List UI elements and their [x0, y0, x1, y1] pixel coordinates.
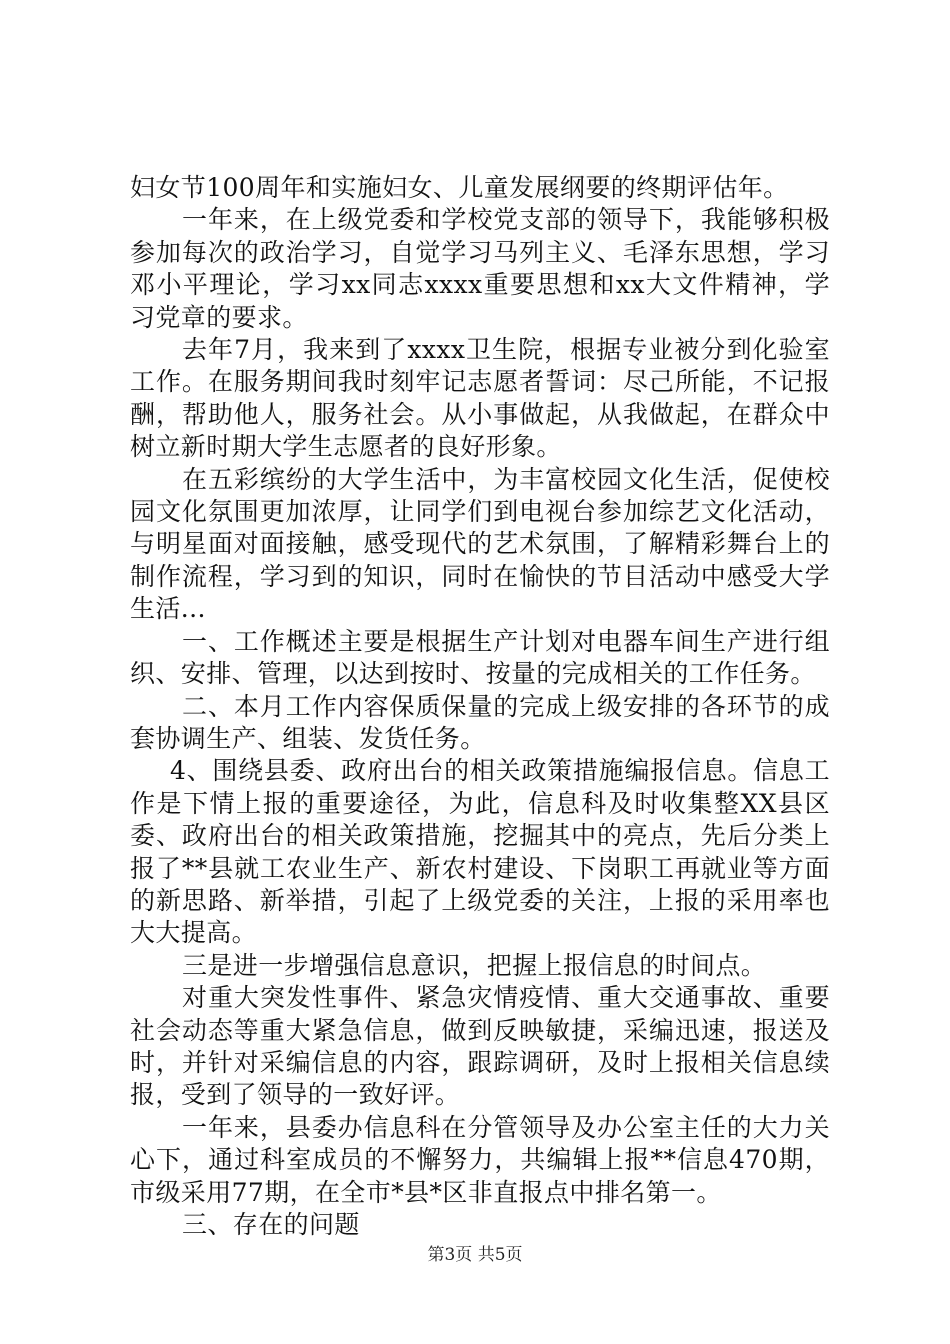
document-body: [130, 172, 830, 1241]
paragraph-monthly-work: 二、本月工作内容保质保量的完成上级安排的各环节的成套协调生产、组装、发货任务。: [130, 691, 830, 753]
paragraph-health-center: 去年7月，我来到了xxxx卫生院，根据专业被分到化验室工作。在服务期间我时刻牢记志愿者誓词：尽己所能，不记报酬，帮助他人，服务社会。从小事做起，从我做起，在群众中树立新时期大学生志愿者的良好形象。: [130, 335, 830, 462]
paragraph-emergency-info: 对重大突发性事件、紧急灾情疫情、重大交通事故、重要社会动态等重大紧急信息，做到反映敏捷，采编迅速，报送及时，并针对采编信息的内容，跟踪调研，及时上报相关信息续报，受到了领导的一致好评。: [130, 983, 830, 1110]
paragraph-continuation: 妇女节100周年和实施妇女、儿童发展纲要的终期评估年。: [130, 173, 789, 202]
page-number-footer: 第3页 共5页: [427, 1245, 523, 1265]
paragraph-campus-life: 在五彩缤纷的大学生活中，为丰富校园文化生活，促使校园文化氛围更加浓厚，让同学们到电视台参加综艺文化活动，与明星面对面接触，感受现代的艺术氛围，了解精彩舞台上的制作流程，学习到的知识，同时在愉快的节目活动中感受大学生活...: [130, 464, 830, 624]
paragraph-work-overview: 一、工作概述主要是根据生产计划对电器车间生产进行组织、安排、管理，以达到按时、按量的完成相关的工作任务。: [130, 626, 830, 689]
paragraph-info-awareness: 三是进一步增强信息意识，把握上报信息的时间点。: [182, 950, 767, 980]
paragraph-policy-info: 4、围绕县委、政府出台的相关政策措施编报信息。信息工作是下情上报的重要途径，为此，信息科及时收集整XX县区委、政府出台的相关政策措施，挖掘其中的亮点，先后分类上报了**县就工农业生产、新农村建设、下岗职工再就业等方面的新思路、新举措，引起了上级党委的关注，上报的采用率也大大提高。: [130, 756, 830, 948]
paragraph-yearly-summary: 一年来，县委办信息科在分管领导及办公室主任的大力关心下，通过科室成员的不懈努力，共编辑上报**信息470期，市级采用77期，在全市*县*区非直报点中排名第一。: [130, 1112, 830, 1207]
paragraph-political-study: 一年来，在上级党委和学校党支部的领导下，我能够积极参加每次的政治学习，自觉学习马列主义、毛泽东思想，学习邓小平理论，学习xx同志xxxx重要思想和xx大文件精神，学习党章的要求。: [130, 205, 830, 332]
section-heading-problems: 三、存在的问题: [182, 1210, 360, 1239]
